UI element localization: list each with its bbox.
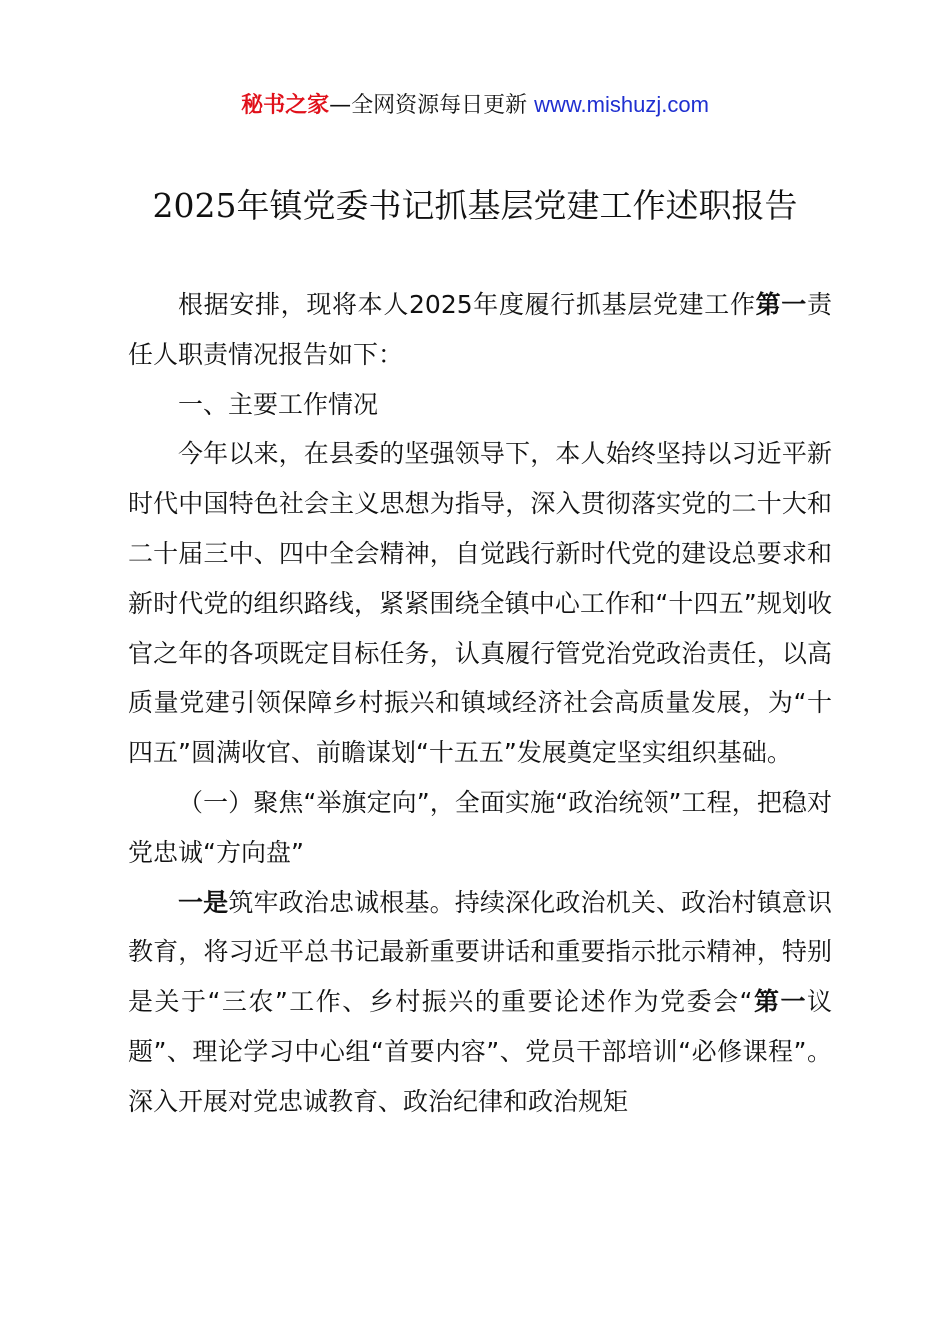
site-header bbox=[0, 90, 950, 121]
intro-text-a: 根据安排，现将本人2025年度履行抓基层党建工作 bbox=[178, 290, 756, 319]
item-marker-bold: 一是 bbox=[178, 887, 229, 917]
intro-bold: 第一 bbox=[755, 290, 807, 319]
brand-name: 秘书之家 bbox=[241, 93, 330, 118]
document-body bbox=[128, 280, 832, 1127]
intro-text-c: 责任人职责情况报告如下： bbox=[128, 290, 832, 369]
p3-text-d: 议题”、理论学习中心组“首要内容”、党员干部培训“必修课程”。深入开展对党忠诚教育、政治纪律和政治规矩 bbox=[128, 987, 832, 1116]
document-title: 2025年镇党委书记抓基层党建工作述职报告 bbox=[152, 186, 798, 225]
site-url-link[interactable]: www.mishuzj.com bbox=[534, 92, 709, 117]
body-paragraph-2: 今年以来，在县委的坚强领导下，本人始终坚持以习近平新时代中国特色社会主义思想为指导，深入贯彻落实党的二十大和二十届三中、四中全会精神，自觉践行新时代党的建设总要求和新时代党的组织路线，紧紧围绕全镇中心工作和“十四五”规划收官之年的各项既定目标任务，认真履行管党治党政治责任，以高质量党建引领保障乡村振兴和镇域经济社会高质量发展，为“十四五”圆满收官、前瞻谋划“十五五”发展奠定坚实组织基础。 bbox=[128, 439, 832, 768]
p3-bold-c: 第一 bbox=[752, 987, 807, 1017]
subsection-heading-1: （一）聚焦“举旗定向”，全面实施“政治统领”工程，把稳对党忠诚“方向盘” bbox=[128, 787, 832, 867]
intro-paragraph bbox=[128, 280, 832, 380]
header-slogan: —全网资源每日更新 bbox=[329, 93, 528, 118]
p3-text-b: 筑牢政治忠诚根基。持续深化政治机关、政治村镇意识教育，将习近平总书记最新重要讲话和重要指示批示精神，特别是关于“三农”工作、乡村振兴的重要论述作为党委会“ bbox=[128, 887, 832, 1017]
body-paragraph-3 bbox=[128, 878, 832, 1127]
section-heading-1: 一、主要工作情况 bbox=[178, 389, 379, 419]
